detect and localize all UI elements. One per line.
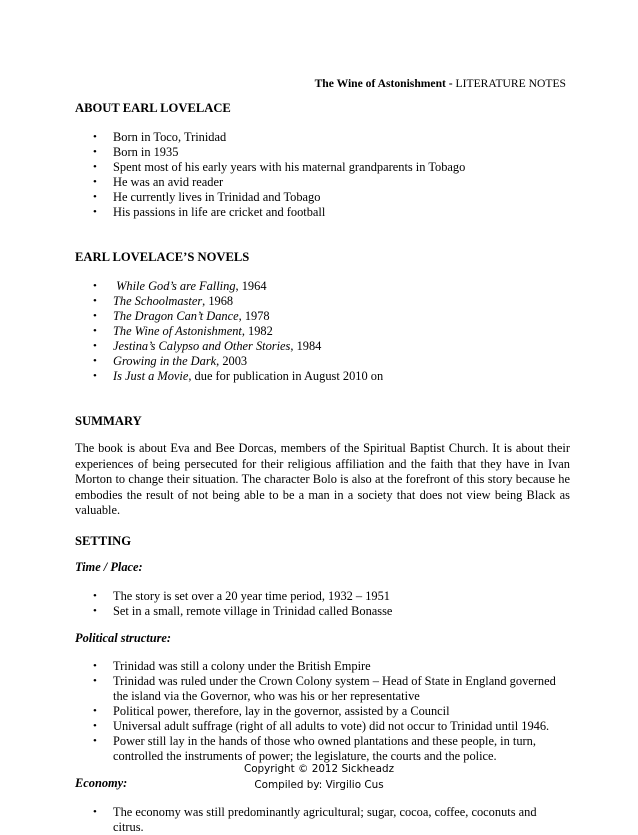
novel-title: The Wine of Astonishment [113, 324, 242, 338]
footer-copyright: Copyright © 2012 Sickheadz [243, 763, 395, 775]
list-item [75, 145, 570, 160]
bullet-icon: • [93, 370, 97, 382]
list-item [75, 659, 570, 674]
list-item [75, 734, 570, 764]
list-item [75, 604, 570, 619]
list-item [75, 354, 570, 369]
bullet-icon: • [93, 355, 97, 367]
bullet-icon: • [93, 719, 97, 732]
list-item-text: Trinidad was still a colony under the British Empire [113, 658, 371, 673]
novel-year: , 1964 [235, 279, 267, 293]
political-list [75, 659, 570, 764]
bullet-icon: • [93, 191, 97, 203]
list-item [75, 805, 570, 835]
list-item [75, 279, 570, 294]
bullet-icon: • [93, 280, 97, 292]
bullet-icon: • [93, 206, 97, 218]
list-item [75, 160, 570, 175]
bullet-icon: • [93, 295, 97, 307]
novel-year: , 1978 [238, 309, 270, 323]
novel-year: , 1968 [202, 294, 234, 308]
bullet-icon: • [93, 131, 97, 143]
section-heading-setting: SETTING [75, 533, 131, 548]
bullet-icon: • [93, 325, 97, 337]
list-item-text: Power still lay in the hands of those who owned plantations and these people, in turn, controlled the instruments of power; the legislature, the courts and the police. [113, 733, 536, 763]
novel-year: , 1982 [241, 324, 273, 338]
list-item-text: The economy was still predominantly agricultural; sugar, cocoa, coffee, coconuts and citrus. [113, 804, 537, 834]
list-item [75, 130, 570, 145]
bullet-icon: • [93, 805, 97, 818]
novel-title: The Schoolmaster [113, 294, 203, 308]
list-item [75, 704, 570, 719]
list-item [75, 294, 570, 309]
bullet-icon: • [93, 161, 97, 173]
list-item-text: Spent most of his early years with his maternal grandparents in Tobago [113, 160, 466, 174]
list-item-text: Born in Toco, Trinidad [113, 130, 227, 144]
section-heading-summary: SUMMARY [75, 414, 142, 428]
novel-title: Growing in the Dark [113, 354, 217, 368]
list-item-text: He currently lives in Trinidad and Tobago [113, 190, 321, 204]
list-item [75, 205, 570, 220]
list-item-text: Political power, therefore, lay in the governor, assisted by a Council [113, 703, 450, 718]
list-item [75, 175, 570, 190]
bullet-icon: • [93, 146, 97, 158]
list-item [75, 719, 570, 734]
list-item-text: Trinidad was ruled under the Crown Colony system – Head of State in England governed the island via the Governor, who was his or her representative [113, 673, 556, 703]
bullet-icon: • [93, 604, 97, 617]
subheading-political-structure: Political structure: [75, 630, 172, 645]
about-list [75, 130, 570, 220]
list-item-text: Born in 1935 [113, 145, 179, 159]
footer-compiled-by: Compiled by: Virgilio Cus [254, 779, 384, 791]
list-item [75, 190, 570, 205]
bullet-icon: • [93, 340, 97, 352]
summary-paragraph: The book is about Eva and Bee Dorcas, members of the Spiritual Baptist Church. It is about their experiences of being persecuted for their religious affiliation and the faith that they have in Ivan Morton to change their situation. The character Bolo is also at the forefront of this story because he embodies the result of not being able to be a man in a society that does not view being Black as valuable. [75, 441, 570, 517]
list-item [75, 674, 570, 704]
novel-title: The Dragon Can’t Dance [113, 309, 239, 323]
header-title-bold: The Wine of Astonishment - [314, 77, 453, 90]
subheading-time-place: Time / Place: [75, 559, 143, 574]
bullet-icon: • [93, 589, 97, 602]
bullet-icon: • [93, 734, 97, 747]
bullet-icon: • [93, 176, 97, 188]
list-item [75, 339, 570, 354]
list-item [75, 324, 570, 339]
novel-year: , due for publication in August 2010 on [188, 369, 384, 383]
header-title-rest: LITERATURE NOTES [452, 77, 566, 90]
list-item [75, 589, 570, 604]
novel-title: Jestina’s Calypso and Other Stories [113, 339, 291, 353]
novel-title: While God’s are Falling [113, 279, 236, 293]
bullet-icon: • [93, 704, 97, 717]
novel-year: , 2003 [216, 354, 248, 368]
list-item-text: He was an avid reader [113, 175, 224, 189]
novel-title: Is Just a Movie [113, 369, 189, 383]
section-heading-about: ABOUT EARL LOVELACE [75, 101, 231, 115]
list-item [75, 309, 570, 324]
document-content [75, 101, 570, 835]
page-header [315, 76, 566, 91]
subheading-economy: Economy: [75, 775, 128, 790]
bullet-icon: • [93, 310, 97, 322]
economy-list [75, 805, 570, 835]
novel-year: , 1984 [290, 339, 322, 353]
list-item-text: Universal adult suffrage (right of all adults to vote) did not occur to Trinidad until 1946. [113, 718, 550, 733]
section-heading-novels: EARL LOVELACE’S NOVELS [75, 250, 250, 264]
bullet-icon: • [93, 659, 97, 672]
list-item-text: The story is set over a 20 year time period, 1932 – 1951 [113, 588, 391, 603]
list-item-text: Set in a small, remote village in Trinidad called Bonasse [113, 603, 393, 618]
time-place-list [75, 589, 570, 619]
bullet-icon: • [93, 674, 97, 687]
list-item [75, 369, 570, 384]
list-item-text: His passions in life are cricket and football [113, 205, 326, 219]
novels-list [75, 279, 570, 384]
